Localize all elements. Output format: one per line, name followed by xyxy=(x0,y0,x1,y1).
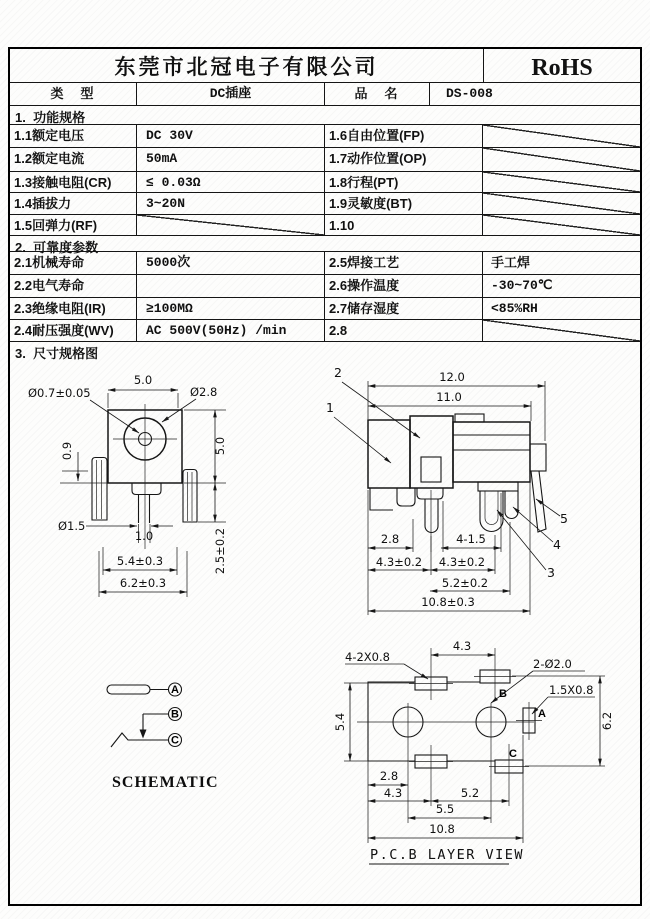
dim-pitch-b: 4.3±0.2 xyxy=(438,555,486,569)
dim-pin-diameter: Ø1.5 xyxy=(58,519,86,533)
spec-value: ≤ 0.03Ω xyxy=(137,172,325,192)
callout-3: 3 xyxy=(547,565,555,580)
note-slots: 4-2X0.8 xyxy=(345,650,390,664)
spec-label: 1.8行程(PT) xyxy=(325,172,483,192)
side-view-drawing xyxy=(326,365,568,615)
spec-label: 1.4插拔力 xyxy=(10,193,137,214)
dim-center-hole: Ø0.7±0.05 xyxy=(28,386,91,400)
front-view-drawing xyxy=(28,373,227,597)
product-value: DS-008 xyxy=(446,86,493,101)
spec-label: 1.10 xyxy=(325,215,483,235)
spec-value: AC 500V(50Hz) /min xyxy=(137,320,325,341)
type-label: 类 型 xyxy=(10,83,137,105)
dim-overall-length: 10.8±0.3 xyxy=(421,595,475,609)
dim-pins: 4-1.5 xyxy=(456,532,486,546)
dim-outer-circle: Ø2.8 xyxy=(190,385,218,399)
dim-pitch-a: 4.3±0.2 xyxy=(375,555,423,569)
schematic-drawing xyxy=(107,683,182,747)
schematic-title: SCHEMATIC xyxy=(112,774,219,791)
spec-label: 1.9灵敏度(BT) xyxy=(325,193,483,214)
spec-label: 1.2额定电流 xyxy=(10,148,137,171)
spec-label: 2.5焊接工艺 xyxy=(325,252,483,274)
dim-pitch-c: 5.2±0.2 xyxy=(441,576,489,590)
pad-label-c: C xyxy=(509,748,517,760)
callout-5: 5 xyxy=(560,511,568,526)
dim-b5: 10.8 xyxy=(429,822,455,836)
rohs-mark: RoHS xyxy=(531,55,593,81)
callout-4: 4 xyxy=(553,537,561,552)
section-3-title: 3. 尺寸规格图 xyxy=(15,346,99,361)
dim-pin-length: 2.5±0.2 xyxy=(213,527,227,575)
dim-tab-width: 1.0 xyxy=(134,529,154,543)
spec-label: 1.1额定电压 xyxy=(10,125,137,147)
dim-front-offset: 2.8 xyxy=(380,532,400,546)
terminal-a: A xyxy=(171,684,179,696)
pcb-layer-view-drawing xyxy=(333,639,614,864)
dim-body-width: 11.0 xyxy=(436,390,462,404)
spec-label: 1.5回弹力(RF) xyxy=(10,215,137,235)
dim-front-width: 5.0 xyxy=(133,373,153,387)
spec-value: 50mA xyxy=(137,148,325,171)
spec-value: 5000次 xyxy=(137,252,325,274)
section-1-title: 1. 功能规格 xyxy=(10,106,640,125)
terminal-b: B xyxy=(171,708,179,721)
callout-1: 1 xyxy=(326,400,334,415)
dim-front-height: 5.0 xyxy=(213,436,227,456)
terminal-c: C xyxy=(171,734,179,747)
spec-value: 手工焊 xyxy=(491,255,531,270)
dim-pin-exposed: 0.9 xyxy=(60,441,74,461)
pad-label-a: A xyxy=(538,708,546,720)
contact-arrow xyxy=(140,730,147,739)
spec-value: DC 30V xyxy=(137,125,325,147)
spec-value: <85%RH xyxy=(491,301,538,316)
spec-label: 1.3接触电阻(CR) xyxy=(10,172,137,192)
callout-2: 2 xyxy=(334,365,342,380)
spec-label: 2.7储存湿度 xyxy=(325,298,483,319)
company-name: 东莞市北冠电子有限公司 xyxy=(10,49,484,82)
dim-b1: 2.8 xyxy=(379,769,399,783)
dim-b2: 4.3 xyxy=(383,786,403,800)
dim-b3: 5.2 xyxy=(460,786,480,800)
spec-value: ≥100MΩ xyxy=(137,298,325,319)
type-value: DC插座 xyxy=(137,83,325,105)
dim-right: 6.2 xyxy=(600,711,614,731)
pad-label-b: B xyxy=(499,688,507,700)
spec-label: 2.6操作温度 xyxy=(325,275,483,297)
note-pad: 1.5X0.8 xyxy=(549,683,594,697)
spec-label: 1.7动作位置(OP) xyxy=(325,148,483,171)
dim-left: 5.4 xyxy=(333,712,347,732)
dim-overall-width: 12.0 xyxy=(439,370,465,384)
spec-value: 3~20N xyxy=(137,193,325,214)
spec-label: 1.6自由位置(FP) xyxy=(325,125,483,147)
dim-span-inner: 5.4±0.3 xyxy=(116,554,164,568)
spec-label: 2.4耐压强度(WV) xyxy=(10,320,137,341)
dim-span-outer: 6.2±0.3 xyxy=(119,576,167,590)
pin-symbol xyxy=(107,685,150,694)
product-label: 品 名 xyxy=(325,83,430,105)
pcb-view-title: P.C.B LAYER VIEW xyxy=(370,847,525,863)
note-holes: 2-Ø2.0 xyxy=(533,657,572,671)
dim-b4: 5.5 xyxy=(435,802,455,816)
section-2-title: 2. 可靠度参数 xyxy=(10,236,640,252)
spec-label: 2.8 xyxy=(325,320,483,341)
spring-contact-symbol xyxy=(111,733,169,747)
spec-value: -30~70℃ xyxy=(491,278,553,293)
spec-label: 2.3绝缘电阻(IR) xyxy=(10,298,137,319)
spec-label: 2.1机械寿命 xyxy=(10,252,137,274)
spec-label: 2.2电气寿命 xyxy=(10,275,137,297)
dim-top-pitch: 4.3 xyxy=(452,639,472,653)
